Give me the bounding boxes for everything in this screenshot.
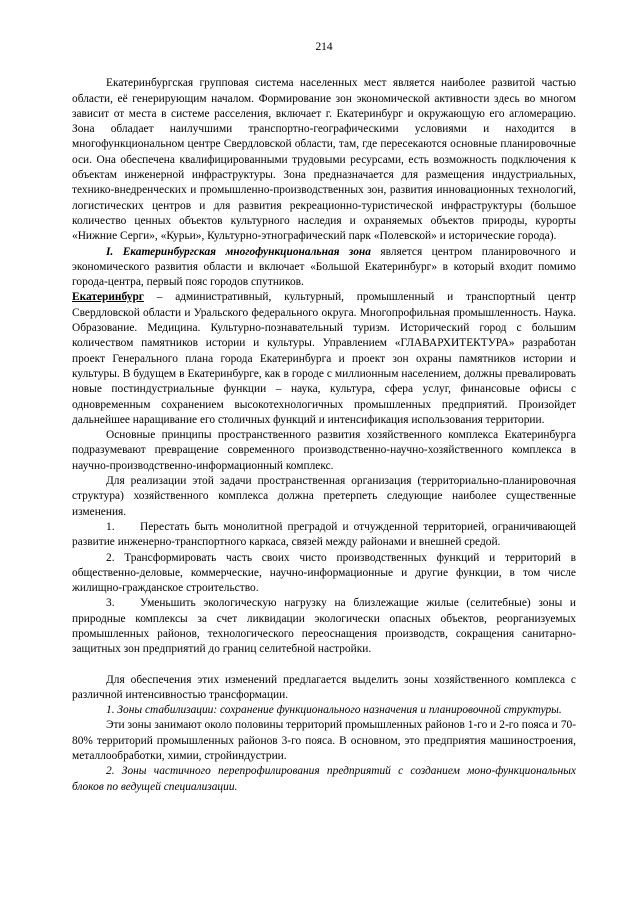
list-item-1-number: 1. [106, 520, 115, 533]
paragraph-zone-definition [72, 245, 576, 291]
list-item-3 [72, 596, 576, 657]
paragraph-stabilization-zones: 1. Зоны стабилизации: сохранение функционального назначения и планировочной структуры. [106, 704, 562, 717]
paragraph-intro: Екатеринбургская групповая система населенных мест является наиболее развитой частью области, её генерирующим началом. Формирование зон экономической активности здесь во многом зависит от места в системе расселения, включает г. Екатеринбург и окружающую его агломерацию. Зона обладает наилучшими транспортно-географическими условиями и находится в многофункциональном центре Свердловской области, там, где пересекаются основные планировочные оси. Она обеспечена квалифицированными трудовыми ресурсами, есть возможность подключения к объектам инженерной инфраструктуры. Зона предназначается для размещения индустриальных, технико-внедренческих и промышленно-производственных зон, развития инновационных технологий, логистических центров и для развития рекреационно-туристической инфраструктуры (большое количество ценных объектов культурного наследия и охраняемых объектов природы, курорты «Нижние Серги», «Курьи», Культурно-этнографический парк «Полевской» и исторические города). [72, 77, 576, 243]
paragraph-zones-intro: Для обеспечения этих изменений предлагается выделить зоны хозяйственного комплекса с различной интенсивностью трансформации. [72, 673, 576, 701]
paragraph-gap [72, 658, 576, 673]
zone-title: I. Екатеринбургская многофункциональная зона [106, 245, 371, 258]
page-number: 214 [315, 41, 333, 53]
list-item-1 [72, 520, 576, 551]
city-title: Екатеринбург [72, 291, 144, 304]
list-item-3-text: Уменьшить экологическую нагрузку на близлежащие жилые (селитебные) зоны и природные комплексы за счет ликвидации экологически опасных объектов, реорганизуемых промышленных районов, технологического переоснащения производств, сокращения санитарно-защитных зон предприятий до границ селитебной настройки. [72, 597, 576, 656]
list-item-1-text: Перестать быть монолитной преградой и отчужденной территорией, ограничивающей развитие инженерно-транспортного каркаса, связей между районами и внешней средой. [72, 520, 576, 549]
paragraph-reprofiling-zones: 2. Зоны частичного перепрофилирования предприятий с созданием моно-функциональных блоков по ведущей специализации. [72, 765, 576, 793]
list-item-3-number: 3. [106, 597, 115, 610]
zone-definition-text: является центром планировочного и экономического развития области и включает «Большой Екатеринбург» в который входит помимо города-центра, первый пояс городов спутников. [72, 245, 576, 289]
list-item-2: 2. Трансформировать часть своих чисто производственных функций и территорий в общественно-деловые, коммерческие, научно-информационные и другие функции, в том числе жилищно-гражданское строительство. [72, 551, 576, 595]
paragraph-task: Для реализации этой задачи пространственная организация (территориально-планировочная структура) хозяйственного комплекса должна претерпеть следующие наиболее существенные изменения. [72, 475, 576, 518]
paragraph-stabilization-details: Эти зоны занимают около половины территорий промышленных районов 1-го и 2-го пояса и 70-80% территорий промышленных районов 3-го пояса. В основном, это предприятия машиностроения, металлообработки, химии, стройиндустрии. [72, 719, 576, 763]
city-description: – административный, культурный, промышленный и транспортный центр Свердловской области и Уральского федерального округа. Многопрофильная промышленность. Наука. Образование. Медицина. Культурно-познавательный туризм. Исторический город с большим количеством памятников истории и культуры. Управлением «ГЛАВАРХИТЕКТУРА» разработан проект Генерального плана города Екатеринбурга и проект зон охраны памятников истории и культуры. В будущем в Екатеринбурге, как в городе с миллионным населением, должны превалировать новые постиндустриальные функции – наука, культура, сфера услуг, финансовые офисы с одновременным сохранением высокотехнологичных промышленных предприятий. Произойдет дальнейшее наращивание его столичных функций и интенсификация использования территории. [72, 291, 576, 426]
paragraph-ekaterinburg [72, 290, 576, 428]
paragraph-principles: Основные принципы пространственного развития хозяйственного комплекса Екатеринбурга подразумевают превращение современного производственно-научно-хозяйственного комплекса в научно-производственно-информационный комплекс. [72, 429, 576, 472]
